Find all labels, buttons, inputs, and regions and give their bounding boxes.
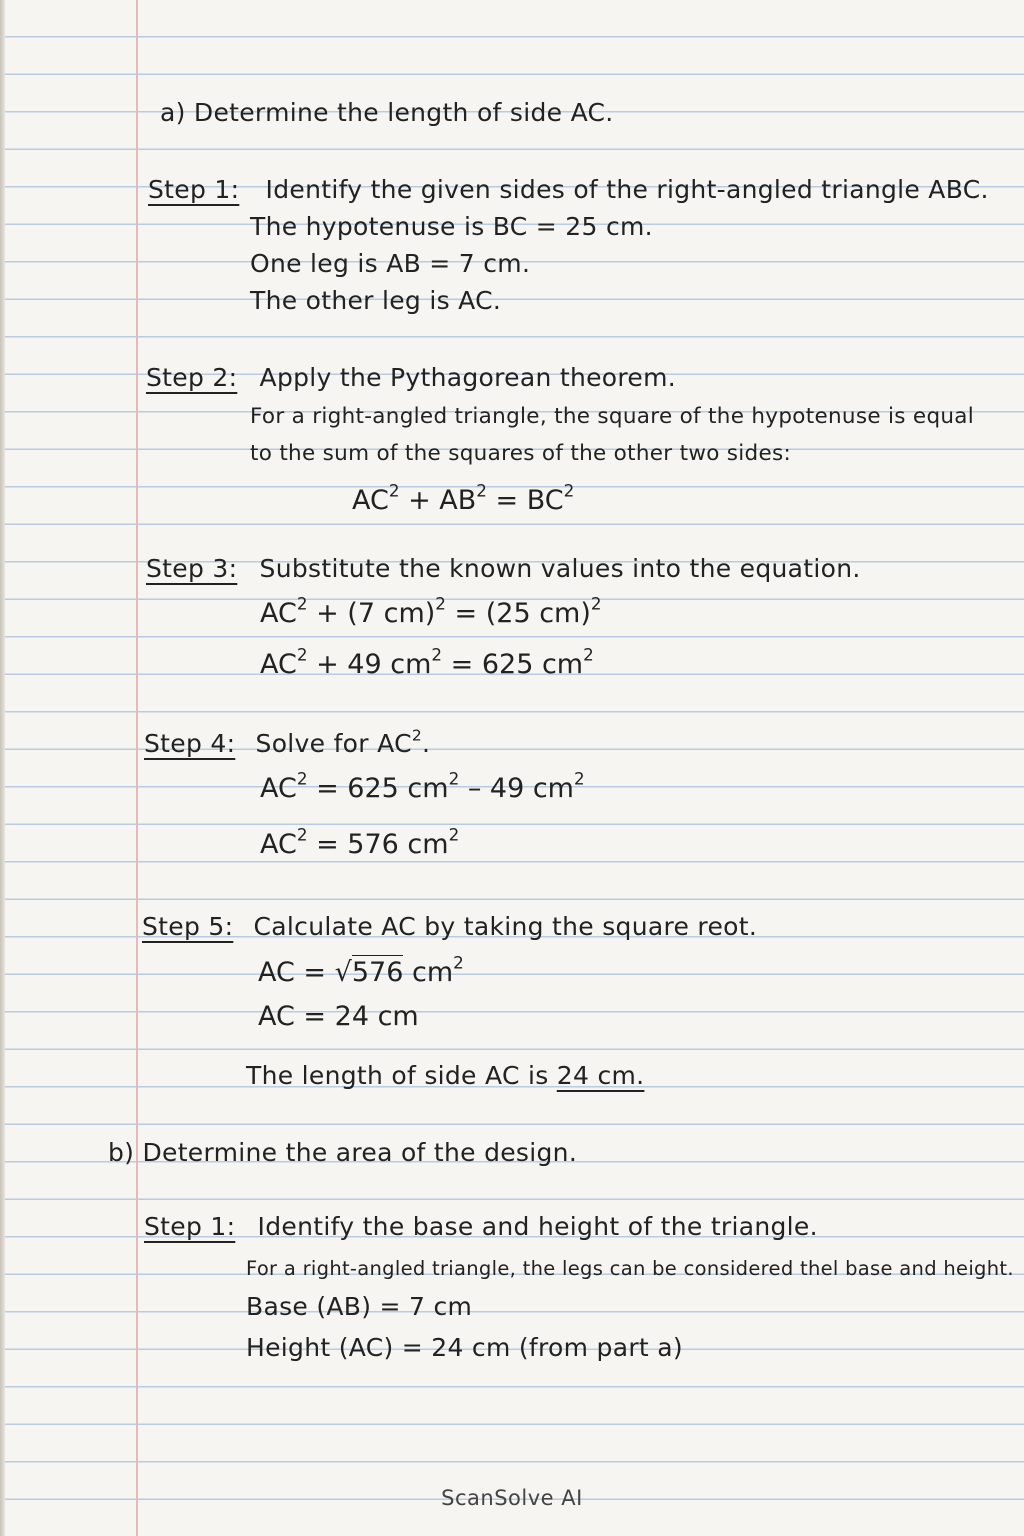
step-label: Step 4:: [144, 729, 236, 758]
step-line: The hypotenuse is BC = 25 cm.: [250, 212, 653, 241]
step-line: One leg is AB = 7 cm.: [250, 249, 531, 278]
step-line: For a right-angled triangle, the square of the hypotenuse is equal: [250, 404, 975, 429]
step-label: Step 1:: [144, 1212, 236, 1241]
conclusion: The length of side AC is 24 cm.: [246, 1061, 645, 1090]
part-b-step1-row: [144, 1212, 818, 1242]
result-equation: AC = 24 cm: [258, 1001, 419, 1032]
answer: 24 cm.: [556, 1061, 645, 1090]
step-label: Step 2:: [146, 363, 238, 392]
step-label: Step 1:: [148, 175, 240, 204]
step1-row: [148, 175, 989, 205]
page-edge: [0, 0, 5, 1536]
step-line: to the sum of the squares of the other two sides:: [250, 441, 792, 466]
watermark: ScanSolve AI: [441, 1486, 583, 1510]
step-text: Substitute the known values into the equation.: [259, 554, 861, 583]
step-label: Step 5:: [142, 912, 234, 941]
step-label: Step 3:: [146, 554, 238, 583]
margin-line: [136, 0, 138, 1536]
substitution-equation: $AC^2 + (7$ cm)$^2$ = (25 cm)$^2$: [260, 593, 602, 629]
solve-equation: $AC^2 = 576$ $cm^2$: [260, 824, 460, 860]
pythagorean-equation: $AC^2 + AB^2 = BC^2$: [352, 480, 575, 516]
part-b-heading: b) Determine the area of the design.: [108, 1138, 578, 1167]
part-a-heading: a) Determine the length of side AC.: [160, 98, 614, 127]
step-text: Apply the Pythagorean theorem.: [259, 363, 677, 392]
step-text: Calculate AC by taking the square reot.: [253, 912, 758, 941]
step-line: Base (AB) = 7 cm: [246, 1292, 473, 1321]
step3-row: [146, 554, 861, 584]
step-text: Identify the given sides of the right-angled triangle ABC.: [265, 175, 989, 204]
step-line: The other leg is AC.: [250, 286, 502, 315]
step-text: Identify the base and height of the triangle.: [257, 1212, 818, 1241]
square-root-equation: AC = √576 $cm^2$: [258, 952, 464, 988]
step2-row: [146, 363, 676, 393]
step-text: Solve for $AC^2$.: [255, 726, 431, 758]
square-root-icon: √576: [334, 957, 404, 988]
step-line: Height (AC) = 24 cm (from part a): [246, 1333, 683, 1362]
step4-row: [144, 726, 431, 759]
substitution-equation: $AC^2 + 49$ $cm^2 = 625$ $cm^2$: [260, 644, 594, 680]
step-note: For a right-angled triangle, the legs can be considered thel base and height.: [246, 1257, 1014, 1280]
step5-row: [142, 912, 757, 942]
solve-equation: $AC^2 = 625$ $cm^2 - 49$ $cm^2$: [260, 768, 585, 804]
